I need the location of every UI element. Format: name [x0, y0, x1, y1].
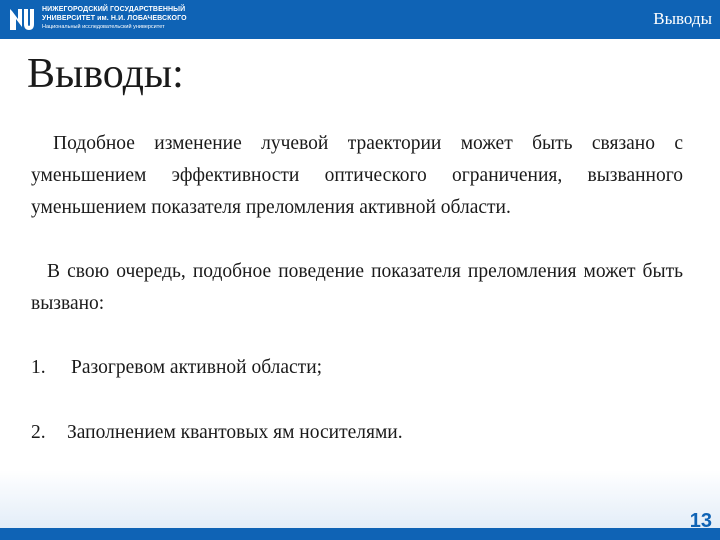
paragraph-1: Подобное изменение лучевой траектории может быть связано с уменьшением эффективности оптического ограничения, вызванного уменьшением показателя преломления активной области.	[31, 133, 683, 218]
list-item-number: 1.	[31, 357, 46, 378]
footer-gradient	[0, 470, 720, 528]
paragraph-2: В свою очередь, подобное поведение показателя преломления может быть вызвано:	[31, 261, 683, 314]
section-title: Выводы	[653, 9, 712, 28]
list-item-text: Разогревом активной области;	[71, 357, 323, 378]
footer-bar	[0, 528, 720, 540]
list-item-number: 2.	[31, 422, 46, 443]
university-line-3: Национальный исследовательский университет	[42, 24, 165, 30]
slide-content	[31, 128, 683, 449]
unn-logo-icon	[6, 5, 36, 34]
university-name	[42, 5, 192, 32]
list-item	[31, 417, 683, 449]
header-bar	[0, 0, 720, 39]
page-title: Выводы:	[27, 51, 184, 97]
list-item	[31, 352, 683, 384]
list-item-text: Заполнением квантовых ям носителями.	[67, 422, 403, 443]
university-line-1: НИЖЕГОРОДСКИЙ ГОСУДАРСТВЕННЫЙ	[42, 6, 186, 13]
university-line-2: УНИВЕРСИТЕТ им. Н.И. ЛОБАЧЕВСКОГО	[42, 15, 187, 22]
page-number: 13	[689, 510, 712, 532]
